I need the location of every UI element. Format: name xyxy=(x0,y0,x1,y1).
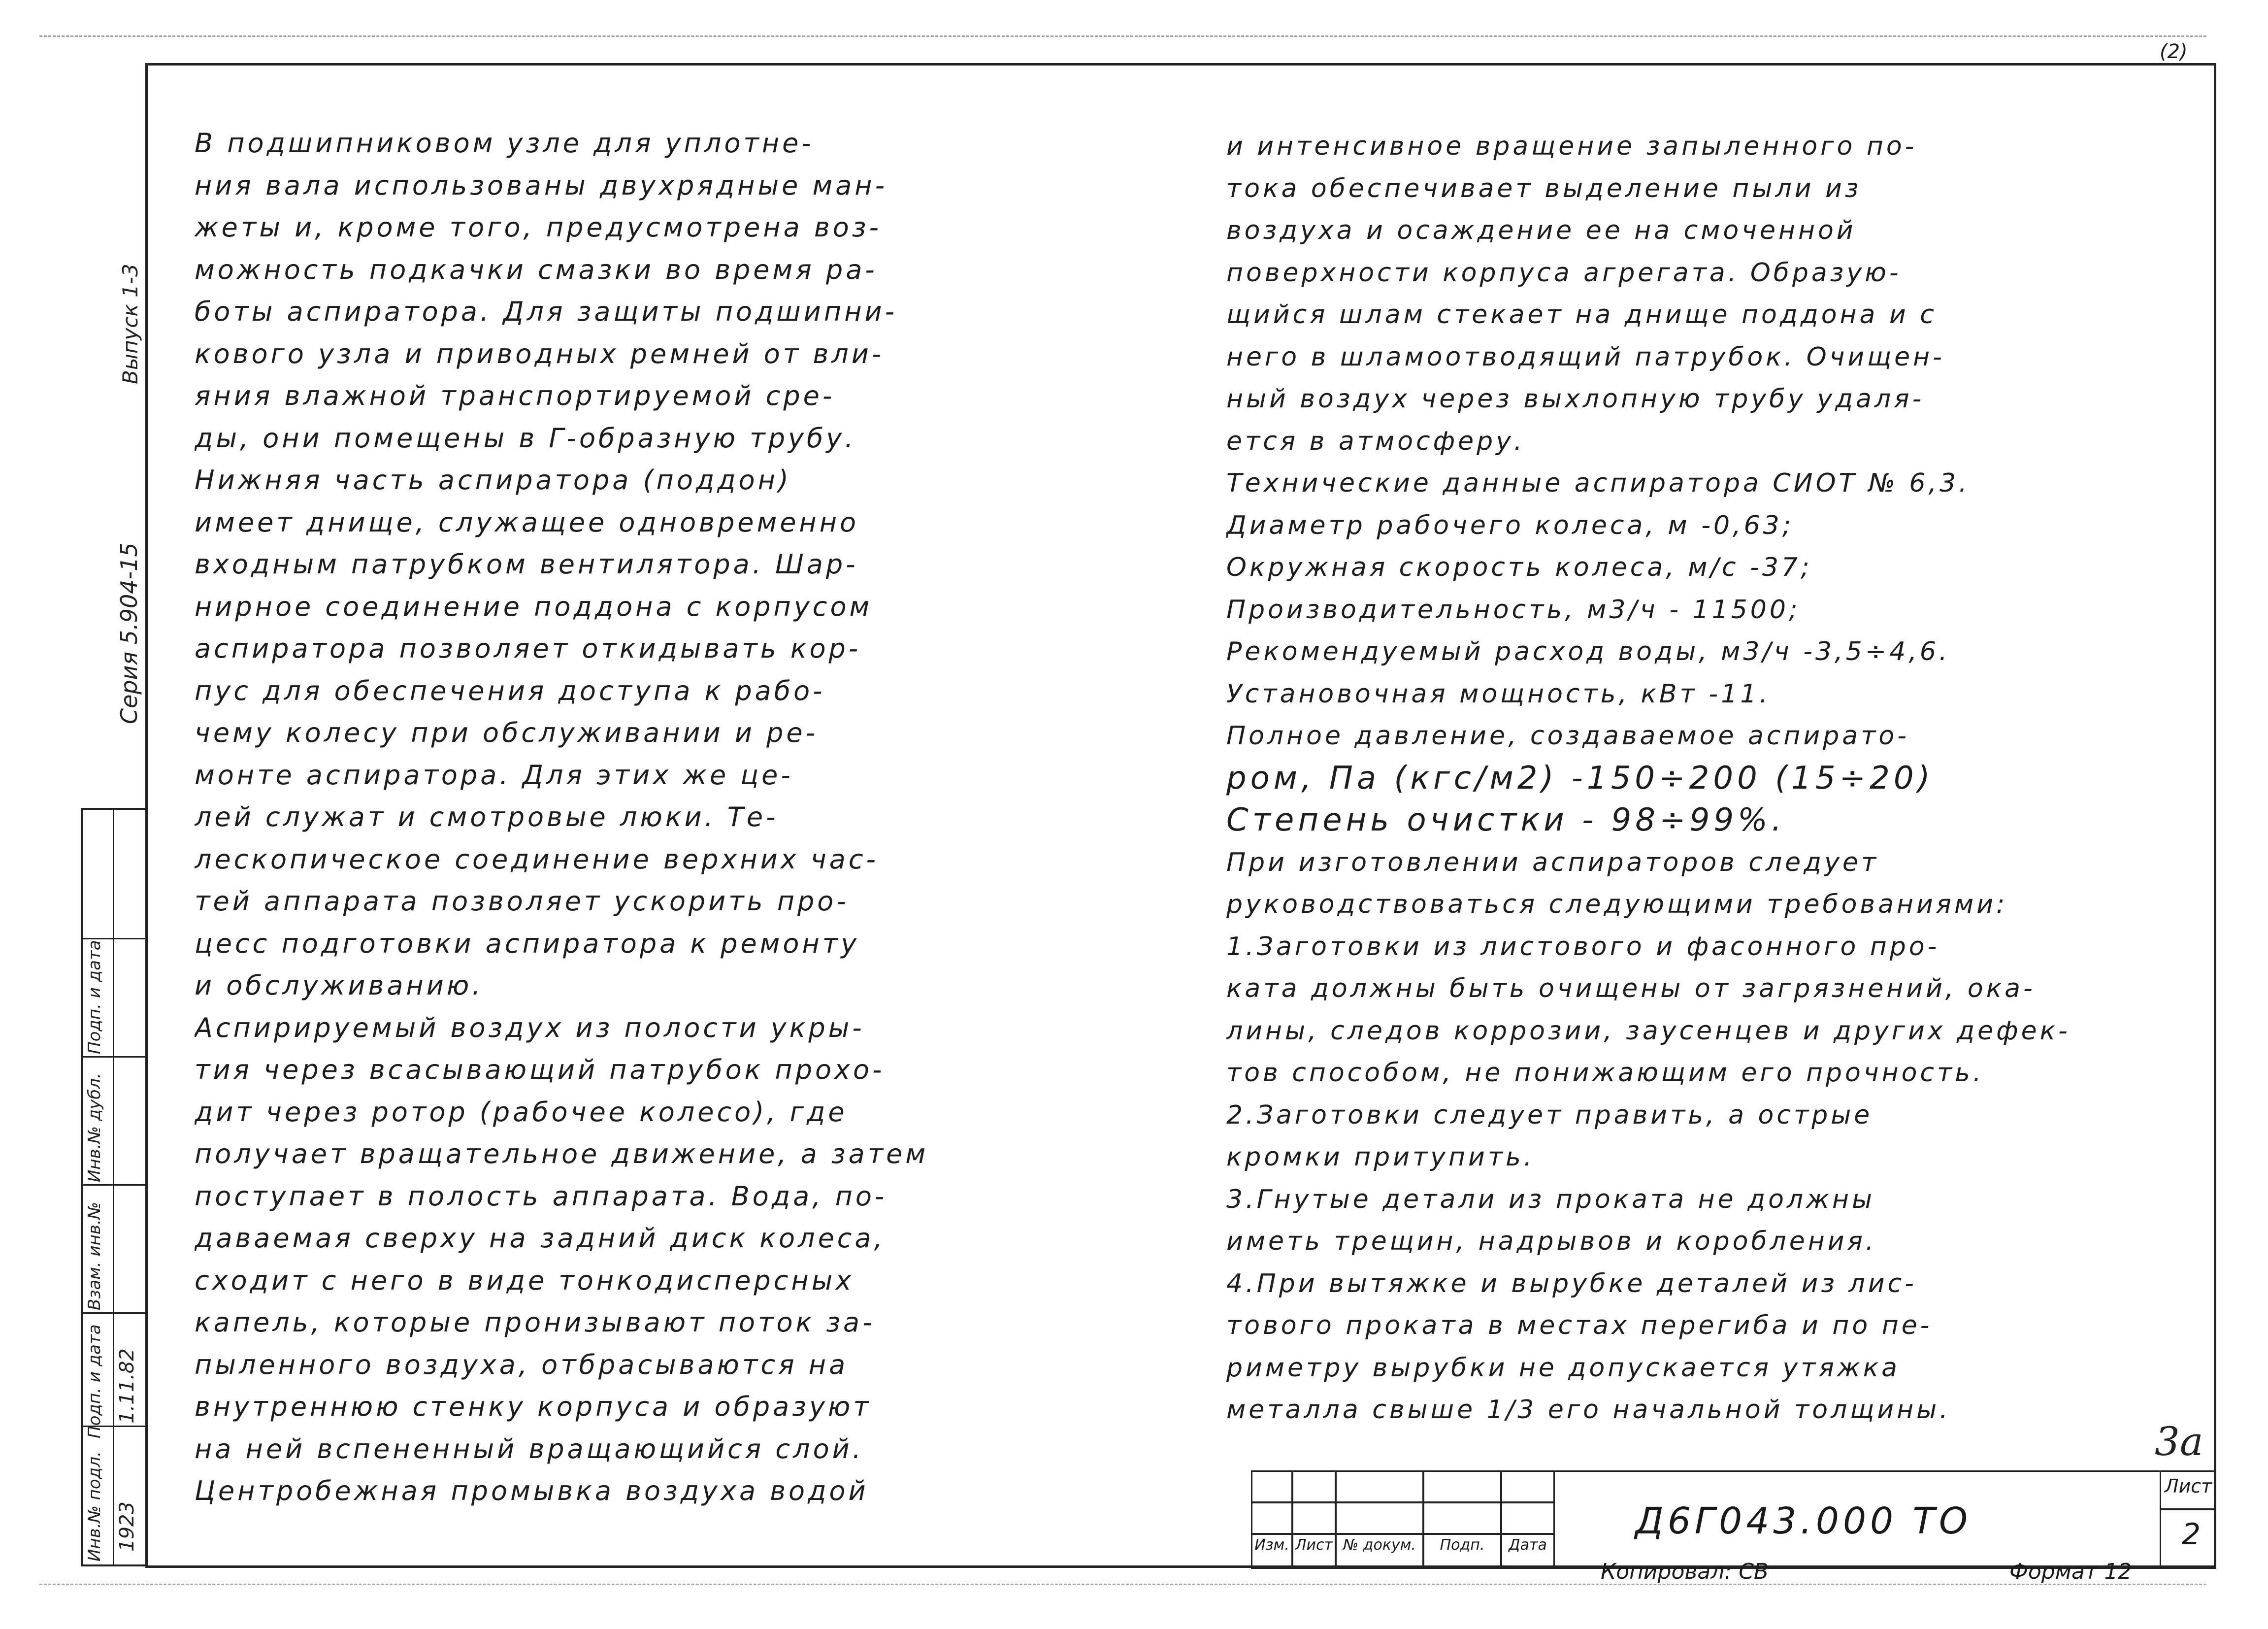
stamp-date: 1.11.82 xyxy=(116,1348,138,1424)
text-line: поступает в полость аппарата. Вода, по- xyxy=(195,1180,887,1212)
text-line: щийся шлам стекает на днище поддона и с xyxy=(1226,300,1937,330)
text-line: него в шламоотводящий патрубок. Очищен- xyxy=(1226,342,1945,372)
text-line: пус для обеспечения доступа к рабо- xyxy=(195,675,825,706)
spec-line: Степень очистки - 98÷99%. xyxy=(1226,802,1786,838)
text-line: руководствоваться следующими требованиями: xyxy=(1226,890,2008,919)
tb-header-izm: Изм. xyxy=(1251,1533,1293,1569)
text-line: нирное соединение поддона с корпусом xyxy=(195,591,873,622)
stamp-inv-number: 1923 xyxy=(116,1501,138,1552)
copied-by: Копировал: СВ xyxy=(1601,1559,1769,1584)
requirement-line: тов способом, не понижающим его прочность. xyxy=(1226,1058,1984,1088)
document-designation: Д6Г043.000 ТО xyxy=(1635,1500,1972,1542)
sheet-number: 2 xyxy=(2182,1517,2201,1552)
text-line: монте аспиратора. Для этих же це- xyxy=(195,759,793,791)
text-line: цесс подготовки аспиратора к ремонту xyxy=(195,928,860,959)
handwritten-note: 3а xyxy=(2155,1419,2203,1464)
text-line: даваемая сверху на задний диск колеса, xyxy=(195,1223,886,1254)
scan-edge-top xyxy=(39,35,2206,37)
stamp-podp-data-2: Подп. и дата xyxy=(85,940,104,1054)
text-line: лескопическое соединение верхних час- xyxy=(195,843,879,875)
text-line: поверхности корпуса агрегата. Образую- xyxy=(1226,258,1902,288)
spec-line: ром, Па (кгс/м2) -150÷200 (15÷20) xyxy=(1226,760,1934,797)
paper-format: Формат 12 xyxy=(2009,1559,2132,1584)
text-line: тей аппарата позволяет ускорить про- xyxy=(195,886,849,917)
requirement-line: риметру вырубки не допускается утяжка xyxy=(1226,1353,1900,1383)
requirement-line: 1.Заготовки из листового и фасонного про- xyxy=(1226,931,1940,962)
requirement-line: 3.Гнутые детали из проката не должны xyxy=(1226,1184,1875,1214)
tb-header-data: Дата xyxy=(1501,1533,1555,1569)
text-line: Аспирируемый воздух из полости укры- xyxy=(195,1012,865,1043)
text-line: В подшипниковом узле для уплотне- xyxy=(195,128,814,159)
tb-header-list: Лист xyxy=(1292,1533,1336,1569)
text-line: дит через ротор (рабочее колесо), где xyxy=(195,1096,848,1128)
text-line: входным патрубком вентилятора. Шар- xyxy=(195,549,858,580)
text-line: лей служат и смотровые люки. Те- xyxy=(195,801,779,832)
text-line: ния вала использованы двухрядные ман- xyxy=(195,169,888,201)
text-line: яния влажной транспортируемой сре- xyxy=(195,380,835,411)
spec-line: Рекомендуемый расход воды, м3/ч -3,5÷4,6. xyxy=(1226,637,1950,666)
requirement-line: тового проката в местах перегиба и по пе- xyxy=(1226,1311,1933,1340)
scan-edge-bottom xyxy=(39,1584,2206,1585)
requirement-line: иметь трещин, надрывов и коробления. xyxy=(1226,1227,1877,1256)
text-line: кового узла и приводных ремней от вли- xyxy=(195,338,885,369)
spec-line: Полное давление, создаваемое аспирато- xyxy=(1226,721,1909,751)
text-line: ется в атмосферу. xyxy=(1226,426,1525,456)
text-line: воздуха и осаждение ее на смоченной xyxy=(1226,216,1856,245)
text-line: сходит с него в виде тонкодисперсных xyxy=(195,1264,855,1296)
text-line: и обслуживанию. xyxy=(195,970,484,1001)
tb-header-doc: № докум. xyxy=(1335,1533,1424,1569)
spec-heading: Технические данные аспиратора СИОТ № 6,3. xyxy=(1226,468,1970,498)
stamp-vzam-inv: Взам. инв.№ xyxy=(85,1201,104,1310)
requirement-line: лины, следов коррозии, заусенцев и других дефек- xyxy=(1226,1016,2071,1046)
text-line: боты аспиратора. Для защиты подшипни- xyxy=(195,296,898,327)
text-line: При изготовлении аспираторов следует xyxy=(1226,847,1879,877)
requirement-line: металла свыше 1/3 его начальной толщины. xyxy=(1226,1395,1951,1425)
stamp-podp-data-1: Подп. и дата xyxy=(85,1324,104,1438)
text-line: тока обеспечивает выделение пыли из xyxy=(1226,173,1862,203)
sheet-label: Лист xyxy=(2165,1475,2212,1497)
text-line: Центробежная промывка воздуха водой xyxy=(195,1475,869,1506)
corner-mark: (2) xyxy=(2160,40,2188,63)
text-line: чему колесу при обслуживании и ре- xyxy=(195,717,819,748)
text-line: Нижняя часть аспиратора (поддон) xyxy=(195,465,791,496)
spec-line: Производительность, м3/ч - 11500; xyxy=(1226,595,1801,625)
spec-line: Окружная скорость колеса, м/с -37; xyxy=(1226,553,1812,582)
requirement-line: кромки притупить. xyxy=(1226,1142,1535,1172)
text-line: капель, которые пронизывают поток за- xyxy=(195,1307,875,1338)
vypusk-label: Выпуск 1-3 xyxy=(118,264,142,384)
text-line: и интенсивное вращение запыленного по- xyxy=(1226,132,1917,161)
series-label: Серия 5.904-15 xyxy=(116,542,142,724)
text-line: получает вращательное движение, а затем xyxy=(195,1138,929,1169)
text-line: аспиратора позволяет откидывать кор- xyxy=(195,633,861,664)
spec-line: Диаметр рабочего колеса, м -0,63; xyxy=(1226,510,1794,540)
text-line: внутреннюю стенку корпуса и образуют xyxy=(195,1391,872,1422)
stamp-inv-podl: Инв.№ подл. xyxy=(85,1451,104,1562)
tb-header-podp: Подп. xyxy=(1423,1533,1502,1569)
spec-line: Установочная мощность, кВт -11. xyxy=(1226,679,1771,709)
text-line: жеты и, кроме того, предусмотрена воз- xyxy=(195,212,882,243)
text-column-right xyxy=(1226,126,2192,1431)
requirement-line: ката должны быть очищены от загрязнений, ока- xyxy=(1226,974,2036,1003)
text-line: ды, они помещены в Г-образную трубу. xyxy=(195,422,856,454)
text-line: на ней вспененный вращающийся слой. xyxy=(195,1433,864,1464)
text-line: ный воздух через выхлопную трубу удаля- xyxy=(1226,384,1925,414)
stamp-inv-dubl: Инв.№ дубл. xyxy=(85,1073,104,1182)
text-line: пыленного воздуха, отбрасываются на xyxy=(195,1349,849,1380)
text-line: можность подкачки смазки во время ра- xyxy=(195,254,878,285)
requirement-line: 2.Заготовки следует править, а острые xyxy=(1226,1100,1873,1130)
text-line: тия через всасывающий патрубок прохо- xyxy=(195,1054,885,1085)
text-column-left xyxy=(195,122,1160,1512)
text-line: имеет днище, служащее одновременно xyxy=(195,506,859,538)
requirement-line: 4.При вытяжке и вырубке деталей из лис- xyxy=(1226,1268,1917,1298)
